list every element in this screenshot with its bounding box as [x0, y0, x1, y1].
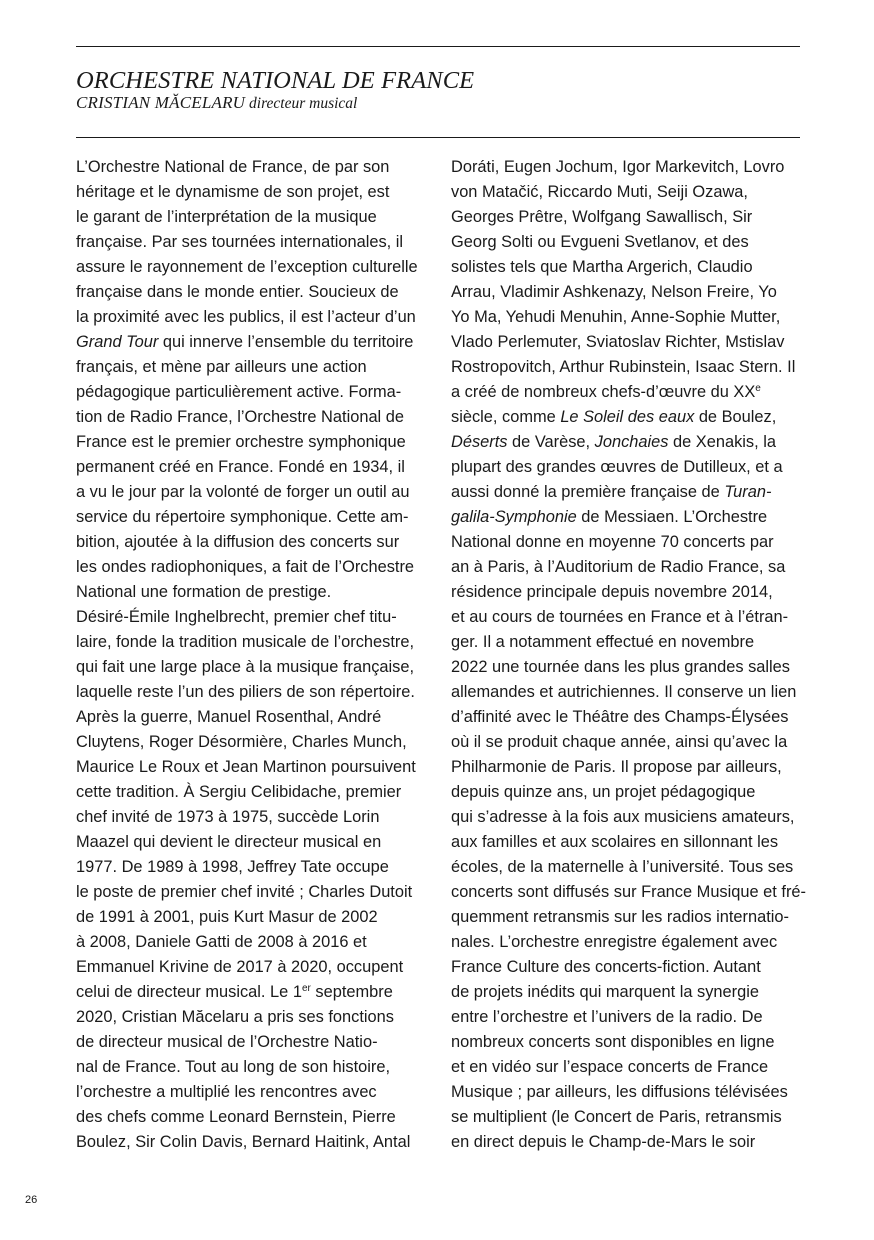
text-line [76, 1005, 428, 1030]
text-line [76, 1055, 428, 1080]
text-run: laire, fonde la tradition musicale de l’orchestre, [76, 633, 415, 651]
text-line [451, 230, 801, 255]
text-run: écoles, de la maternelle à l’université. Tous ses [451, 858, 794, 876]
text-line [451, 480, 801, 505]
text-run: Boulez, Sir Colin Davis, Bernard Haitink, Antal [76, 1133, 411, 1151]
text-line [451, 180, 801, 205]
text-run: qui s’adresse à la fois aux musiciens amateurs, [451, 808, 795, 826]
text-run: Maurice Le Roux et Jean Martinon poursuivent [76, 758, 416, 776]
text-line [451, 930, 801, 955]
text-run: cette tradition. À Sergiu Celibidache, premier [76, 783, 402, 801]
text-run: les ondes radiophoniques, a fait de l’Orchestre [76, 558, 415, 576]
text-run: à 2008, Daniele Gatti de 2008 à 2016 et [76, 933, 367, 951]
text-run: résidence principale depuis novembre 2014, [451, 583, 773, 601]
italic-title: Jonchaies [594, 433, 669, 451]
text-run: Vlado Perlemuter, Sviatoslav Richter, Mstislav [451, 333, 785, 351]
text-run: entre l’orchestre et l’univers de la radio. De [451, 1008, 763, 1026]
text-run: 2020, Cristian Măcelaru a pris ses fonctions [76, 1008, 394, 1026]
text-line [451, 580, 801, 605]
text-run: d’affinité avec le Théâtre des Champs-Élysées [451, 708, 789, 726]
text-run: français, et mène par ailleurs une action [76, 358, 367, 376]
text-run: plupart des grandes œuvres de Dutilleux, et a [451, 458, 783, 476]
text-line [76, 880, 428, 905]
text-line [451, 805, 801, 830]
text-run: Arrau, Vladimir Ashkenazy, Nelson Freire, Yo [451, 283, 777, 301]
text-run: Rostropovitch, Arthur Rubinstein, Isaac Stern. Il [451, 358, 796, 376]
text-line [76, 480, 428, 505]
text-line [76, 205, 428, 230]
text-run: le garant de l’interprétation de la musique [76, 208, 377, 226]
text-line [76, 905, 428, 930]
text-run: solistes tels que Martha Argerich, Claudio [451, 258, 753, 276]
text-line [76, 1130, 428, 1155]
text-line [76, 255, 428, 280]
text-line [76, 530, 428, 555]
text-run: de Varèse, [507, 433, 595, 451]
text-line [451, 755, 801, 780]
text-run: 1977. De 1989 à 1998, Jeffrey Tate occupe [76, 858, 389, 876]
text-run: depuis quinze ans, un projet pédagogique [451, 783, 756, 801]
text-run: laquelle reste l’un des piliers de son répertoire. [76, 683, 415, 701]
text-run: ger. Il a notamment effectué en novembre [451, 633, 755, 651]
text-run: nombreux concerts sont disponibles en ligne [451, 1033, 775, 1051]
director-subtitle [76, 94, 800, 113]
text-run: où il se produit chaque année, ainsi qu’avec la [451, 733, 788, 751]
text-line [76, 680, 428, 705]
text-run: Maazel qui devient le directeur musical en [76, 833, 382, 851]
text-run: celui de directeur musical. Le 1 [76, 983, 302, 1001]
text-line [451, 1105, 801, 1130]
text-run: française dans le monde entier. Soucieux de [76, 283, 399, 301]
text-run: service du répertoire symphonique. Cette am- [76, 508, 409, 526]
text-line [451, 305, 801, 330]
text-line [76, 755, 428, 780]
text-run: Emmanuel Krivine de 2017 à 2020, occupent [76, 958, 404, 976]
text-run: aussi donné la première française de [451, 483, 725, 501]
text-run: de Boulez, [694, 408, 777, 426]
text-line [76, 330, 428, 355]
text-run: Musique ; par ailleurs, les diffusions télévisées [451, 1083, 788, 1101]
text-run: Cluytens, Roger Désormière, Charles Munch, [76, 733, 407, 751]
director-name: CRISTIAN MĂCELARU [76, 93, 246, 112]
text-run: France Culture des concerts-fiction. Autant [451, 958, 761, 976]
text-line [76, 180, 428, 205]
text-run: France est le premier orchestre symphonique [76, 433, 406, 451]
italic-title: Le Soleil des eaux [560, 408, 695, 426]
text-line [451, 655, 801, 680]
text-line [76, 805, 428, 830]
text-line [76, 1105, 428, 1130]
text-run: Doráti, Eugen Jochum, Igor Markevitch, Lovro [451, 158, 785, 176]
text-line [76, 505, 428, 530]
text-run: la proximité avec les publics, il est l’acteur d’un [76, 308, 416, 326]
text-line [451, 780, 801, 805]
text-line [76, 405, 428, 430]
text-line [451, 1005, 801, 1030]
text-line [451, 330, 801, 355]
text-run: septembre [310, 983, 393, 1001]
text-line [451, 880, 806, 905]
page-number: 26 [25, 1194, 38, 1206]
text-run: a vu le jour par la volonté de forger un outil au [76, 483, 410, 501]
text-run: quemment retransmis sur les radios internatio- [451, 908, 789, 926]
text-run: et au cours de tournées en France et à l’étran- [451, 608, 789, 626]
text-line [451, 380, 801, 405]
text-run: Désiré-Émile Inghelbrecht, premier chef titu- [76, 608, 397, 626]
text-line [451, 1030, 801, 1055]
text-run: National une formation de prestige. [76, 583, 332, 601]
text-line [451, 455, 801, 480]
text-run: des chefs comme Leonard Bernstein, Pierre [76, 1108, 396, 1126]
text-run: bition, ajoutée à la diffusion des concerts sur [76, 533, 400, 551]
italic-title: Turan- [724, 483, 772, 501]
text-run: assure le rayonnement de l’exception culturelle [76, 258, 418, 276]
text-line [76, 830, 428, 855]
text-line [76, 955, 428, 980]
text-run: Georges Prêtre, Wolfgang Sawallisch, Sir [451, 208, 753, 226]
text-run: Georg Solti ou Evgueni Svetlanov, et des [451, 233, 749, 251]
text-run: de 1991 à 2001, puis Kurt Masur de 2002 [76, 908, 378, 926]
text-run: L’Orchestre National de France, de par son [76, 158, 390, 176]
text-run: Après la guerre, Manuel Rosenthal, André [76, 708, 382, 726]
header-rule [76, 137, 800, 138]
text-line [451, 530, 801, 555]
text-run: nales. L’orchestre enregistre également avec [451, 933, 778, 951]
text-line [451, 905, 801, 930]
text-line [451, 955, 801, 980]
text-line [76, 1080, 428, 1105]
text-line [76, 980, 428, 1005]
text-run: Yo Ma, Yehudi Menuhin, Anne-Sophie Mutter, [451, 308, 781, 326]
text-line [76, 380, 428, 405]
text-run: concerts sont diffusés sur France Musique et fré- [451, 883, 806, 901]
text-run: de Xenakis, la [668, 433, 776, 451]
text-line [451, 555, 801, 580]
text-run: qui innerve l’ensemble du territoire [158, 333, 414, 351]
text-run: et en vidéo sur l’espace concerts de France [451, 1058, 769, 1076]
text-run: se multiplient (le Concert de Paris, retransmis [451, 1108, 782, 1126]
text-run: chef invité de 1973 à 1975, succède Lorin [76, 808, 380, 826]
text-run: von Matačić, Riccardo Muti, Seiji Ozawa, [451, 183, 748, 201]
text-line [451, 505, 801, 530]
text-line [76, 580, 428, 605]
text-line [451, 1055, 801, 1080]
text-run: an à Paris, à l’Auditorium de Radio France, sa [451, 558, 786, 576]
text-run: aux familles et aux scolaires en sillonnant les [451, 833, 779, 851]
text-line [76, 605, 428, 630]
text-run: allemandes et autrichiennes. Il conserve un lien [451, 683, 797, 701]
text-line [76, 155, 428, 180]
italic-title: Grand Tour [76, 333, 159, 351]
text-run: de Messiaen. L’Orchestre [576, 508, 768, 526]
text-line [451, 1080, 801, 1105]
text-line [76, 1030, 428, 1055]
text-line [76, 355, 428, 380]
text-line [451, 605, 801, 630]
text-line [76, 855, 428, 880]
text-line [76, 730, 428, 755]
text-line [451, 855, 801, 880]
text-line [451, 830, 801, 855]
superscript: er [301, 983, 311, 994]
top-rule [76, 46, 800, 47]
text-line [76, 930, 428, 955]
text-line [76, 230, 428, 255]
page-header [76, 68, 800, 113]
text-line [451, 280, 801, 305]
text-line [451, 630, 801, 655]
text-line [451, 405, 801, 430]
text-line [76, 780, 428, 805]
text-run: National donne en moyenne 70 concerts par [451, 533, 774, 551]
italic-title: Déserts [451, 433, 508, 451]
text-line [76, 555, 428, 580]
text-run: siècle, comme [451, 408, 561, 426]
text-run: en direct depuis le Champ-de-Mars le soir [451, 1133, 756, 1151]
text-run: qui fait une large place à la musique française, [76, 658, 415, 676]
text-run: pédagogique particulièrement active. Forma- [76, 383, 402, 401]
text-line [76, 305, 428, 330]
text-run: de directeur musical de l’Orchestre Natio- [76, 1033, 378, 1051]
text-run: de projets inédits qui marquent la synergie [451, 983, 759, 1001]
text-run: nal de France. Tout au long de son histoire, [76, 1058, 391, 1076]
text-run: le poste de premier chef invité ; Charles Dutoit [76, 883, 413, 901]
text-line [451, 705, 801, 730]
orchestra-title: ORCHESTRE NATIONAL DE FRANCE [76, 67, 475, 94]
text-line [451, 430, 801, 455]
text-column-left [76, 155, 428, 1155]
text-line [451, 1130, 801, 1155]
text-run: tion de Radio France, l’Orchestre National de [76, 408, 404, 426]
superscript: e [755, 383, 761, 394]
text-line [451, 255, 801, 280]
text-column-right [451, 155, 806, 1155]
text-line [451, 980, 801, 1005]
text-run: permanent créé en France. Fondé en 1934, il [76, 458, 405, 476]
text-run: Philharmonie de Paris. Il propose par ailleurs, [451, 758, 782, 776]
text-run: héritage et le dynamisme de son projet, est [76, 183, 390, 201]
text-run: a créé de nombreux chefs-d’œuvre du XX [451, 383, 756, 401]
text-line [451, 205, 801, 230]
text-line [76, 705, 428, 730]
text-line [451, 155, 801, 180]
italic-title: galila-Symphonie [451, 508, 577, 526]
text-line [76, 280, 428, 305]
text-line [76, 430, 428, 455]
text-line [76, 630, 428, 655]
text-line [76, 455, 428, 480]
text-run: française. Par ses tournées internationales, il [76, 233, 404, 251]
text-line [451, 355, 801, 380]
text-run: 2022 une tournée dans les plus grandes salles [451, 658, 790, 676]
text-run: l’orchestre a multiplié les rencontres avec [76, 1083, 377, 1101]
director-role: directeur musical [249, 95, 358, 112]
text-line [451, 730, 801, 755]
text-line [76, 655, 428, 680]
text-line [451, 680, 801, 705]
